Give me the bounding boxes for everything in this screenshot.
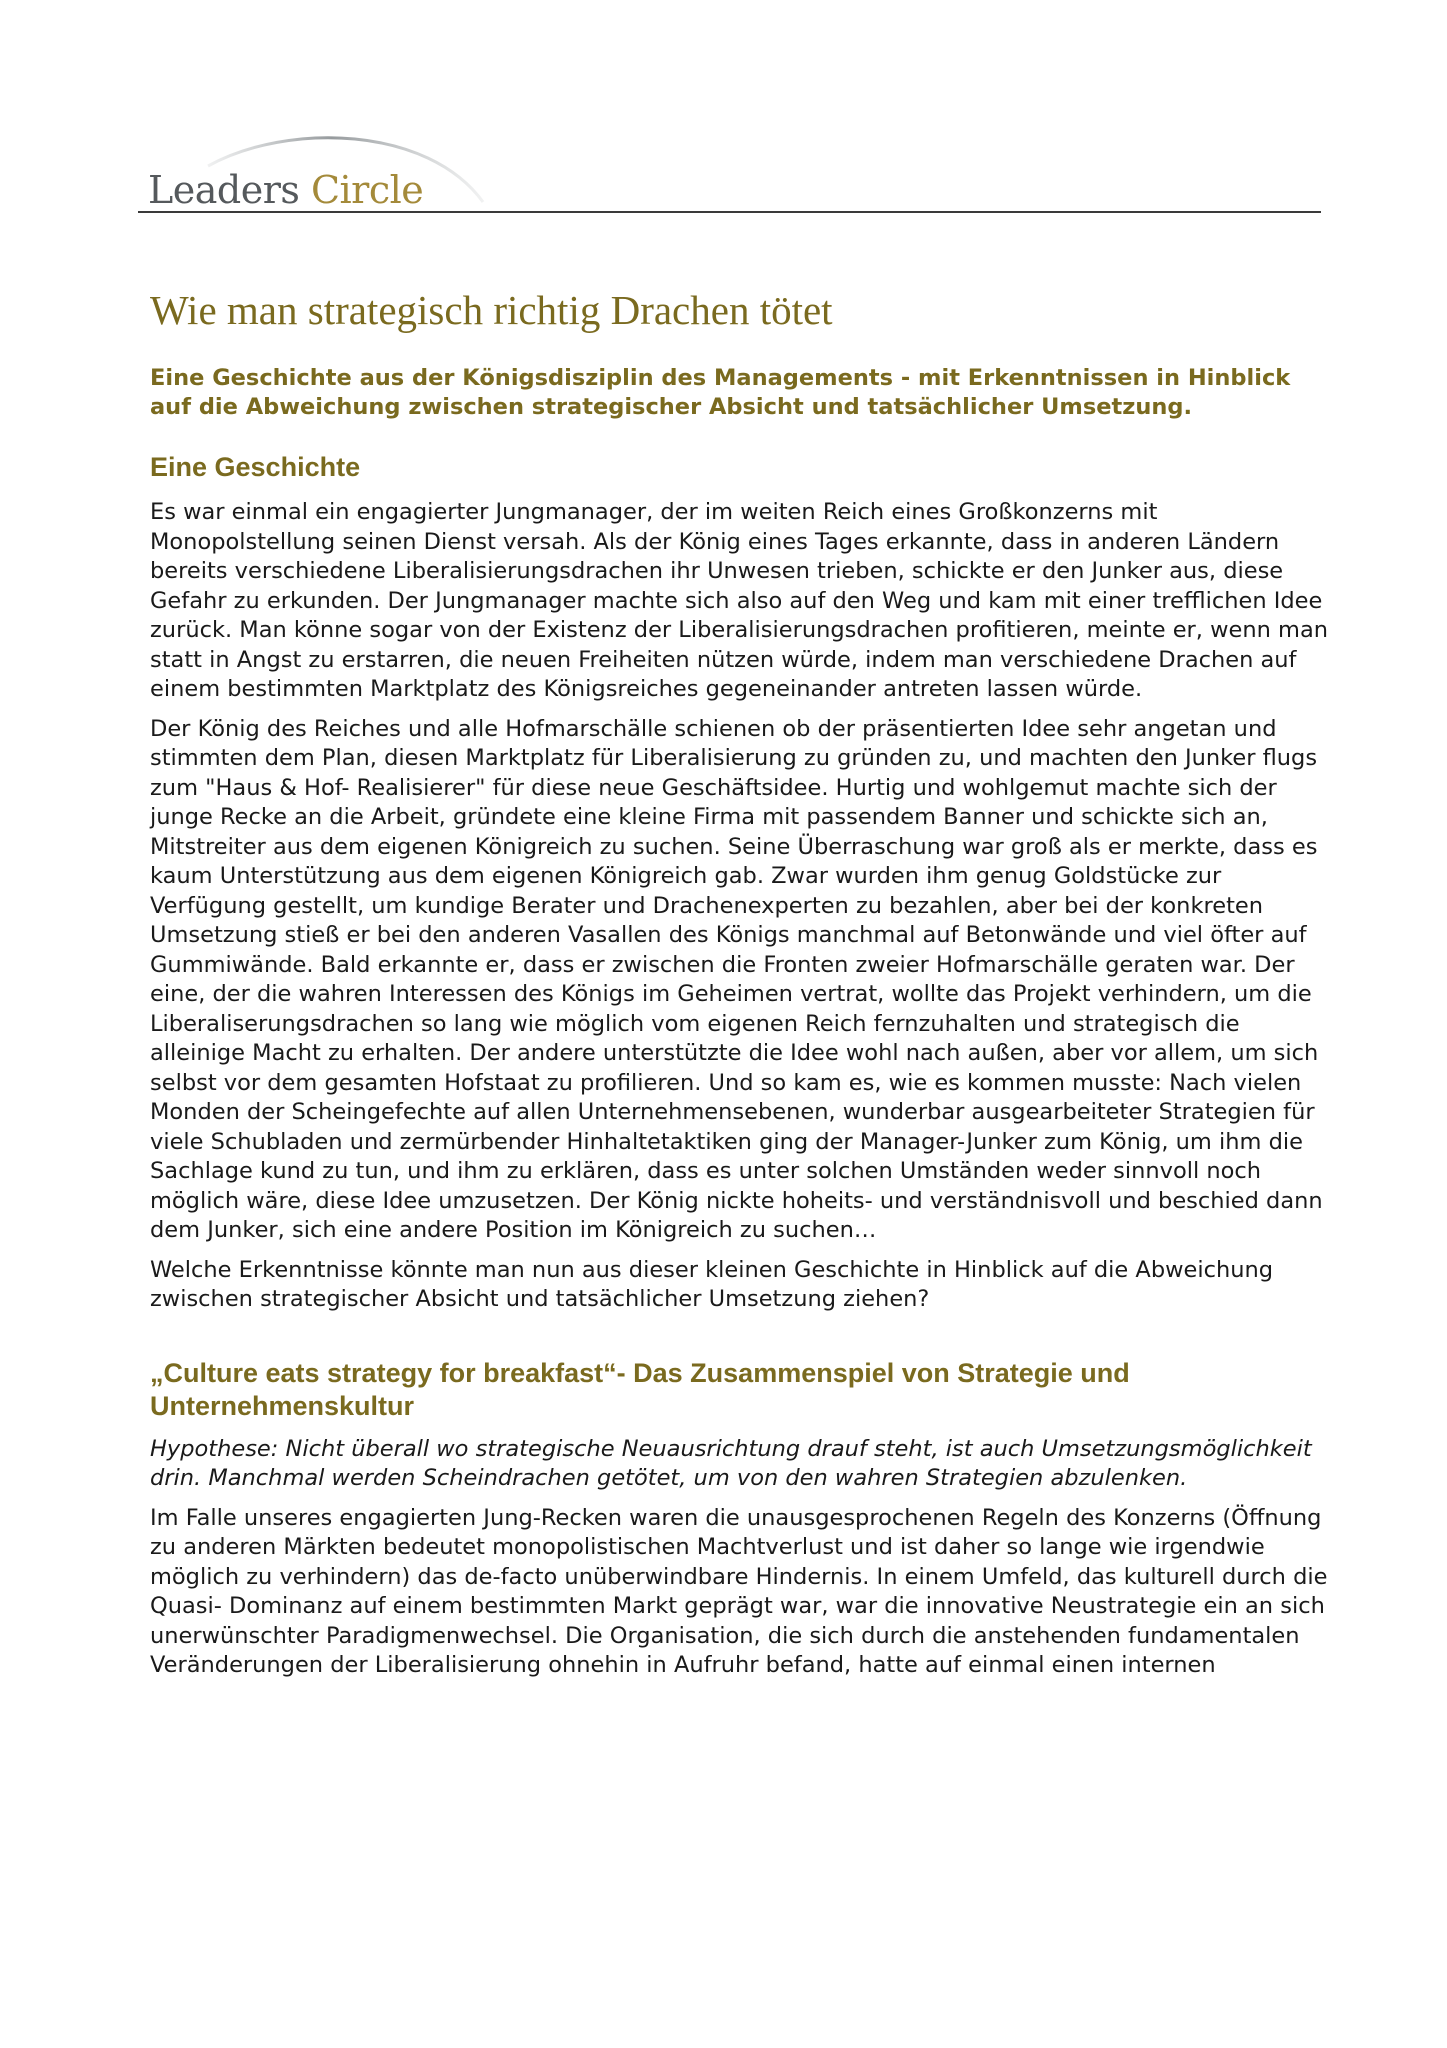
spacer	[150, 1325, 1330, 1347]
logo-wordmark	[148, 168, 423, 212]
logo-word-leaders: Leaders	[148, 168, 300, 212]
paragraph: Im Falle unseres engagierten Jung-Recken waren die unausgesprochenen Regeln des Konzerns (Öffnung zu anderen Märkten bedeutet monopolistischen Machtverlust und ist daher so lange wie irgendwie möglich zu verhindern) das de-facto unüberwindbare Hindernis. In einem Umfeld, das kulturell durch die Quasi- Dominanz auf einem bestimmten Markt geprägt war, war die innovative Neustrategie ein an sich unerwünschter Paradigmenwechsel. Die Organisation, die sich durch die anstehenden fundamentalen Veränderungen der Liberalisierung ohnehin in Aufruhr befand, hatte auf einmal einen internen	[150, 1504, 1328, 1678]
paragraph: Es war einmal ein engagierter Jungmanager, der im weiten Reich eines Großkonzerns mit Monopolstellung seinen Dienst versah. Als der König eines Tages erkannte, dass in anderen Ländern bereits verschiedene Liberalisierungsdrachen ihr Unwesen trieben, schickte er den Junker aus, diese Gefahr zu erkunden. Der Jungmanager machte sich also auf den Weg und kam mit einer trefflichen Idee zurück. Man könne sogar von der Existenz der Liberalisierungsdrachen profitieren, meinte er, wenn man statt in Angst zu erstarren, die neuen Freiheiten nützen würde, indem man verschiedene Drachen auf einem bestimmten Marktplatz des Königsreiches gegeneinander antreten lassen würde.	[150, 499, 1328, 702]
paragraph: Der König des Reiches und alle Hofmarschälle schienen ob der präsentierten Idee sehr angetan und stimmten dem Plan, diesen Marktplatz für Liberalisierung zu gründen zu, und machten den Junker flugs zum "Haus & Hof- Realisierer" für diese neue Geschäftsidee. Hurtig und wohlgemut machte sich der junge Recke an die Arbeit, gründete eine kleine Firma mit passendem Banner und schickte sich an, Mitstreiter aus dem eigenen Königreich zu suchen. Seine Überraschung war groß als er merkte, dass es kaum Unterstützung aus dem eigenen Königreich gab. Zwar wurden ihm genug Goldstücke zur Verfügung gestellt, um kundige Berater und Drachenexperten zu bezahlen, aber bei der konkreten Umsetzung stieß er bei den anderen Vasallen des Königs manchmal auf Betonwände und viel öfter auf Gummiwände. Bald erkannte er, dass er zwischen die Fronten zweier Hofmarschälle geraten war. Der eine, der die wahren Interessen des Königs im Geheimen vertrat, wollte das Projekt verhindern, um die Liberaliserungsdrachen so lang wie möglich vom eigenen Reich fernzuhalten und strategisch die alleinige Macht zu erhalten. Der andere unterstützte die Idee wohl nach außen, aber vor allem, um sich selbst vor dem gesamten Hofstaat zu profilieren. Und so kam es, wie es kommen musste: Nach vielen Monden der Scheingefechte auf allen Unternehmensebenen, wunderbar ausgearbeiteter Strategien für viele Schubladen und zermürbender Hinhaltetaktiken ging der Manager-Junker zum König, um ihm die Sachlage kund zu tun, und ihm zu erklären, dass es unter solchen Umständen weder sinnvoll noch möglich wäre, diese Idee umzusetzen. Der König nickte hoheits- und verständnisvoll und beschied dann dem Junker, sich eine andere Position im Königreich zu suchen…	[150, 715, 1323, 1243]
leaders-circle-logo	[138, 130, 518, 210]
paragraph: Welche Erkenntnisse könnte man nun aus dieser kleinen Geschichte in Hinblick auf die Abweichung zwischen strategischer Absicht und tatsächlicher Umsetzung ziehen?	[150, 1256, 1274, 1312]
logo-word-circle: Circle	[310, 168, 424, 212]
article-body	[150, 282, 1330, 1691]
hypothesis-paragraph: Hypothese: Nicht überall wo strategische Neuausrichtung drauf steht, ist auch Umsetzungsmöglichkeit drin. Manchmal werden Scheindrachen getötet, um von den wahren Strategien abzulenken.	[150, 1435, 1312, 1491]
article-title: Wie man strategisch richtig Drachen tötet	[150, 287, 833, 333]
article-lead: Eine Geschichte aus der Königsdisziplin des Managements - mit Erkenntnissen in Hinblick auf die Abweichung zwischen strategischer Absicht und tatsächlicher Umsetzung.	[150, 365, 1291, 420]
section-heading-story: Eine Geschichte	[150, 452, 361, 482]
section-heading-culture: „Culture eats strategy for breakfast“- Das Zusammenspiel von Strategie und Unternehmenskultur	[150, 1357, 1130, 1421]
header-divider	[138, 211, 1321, 213]
